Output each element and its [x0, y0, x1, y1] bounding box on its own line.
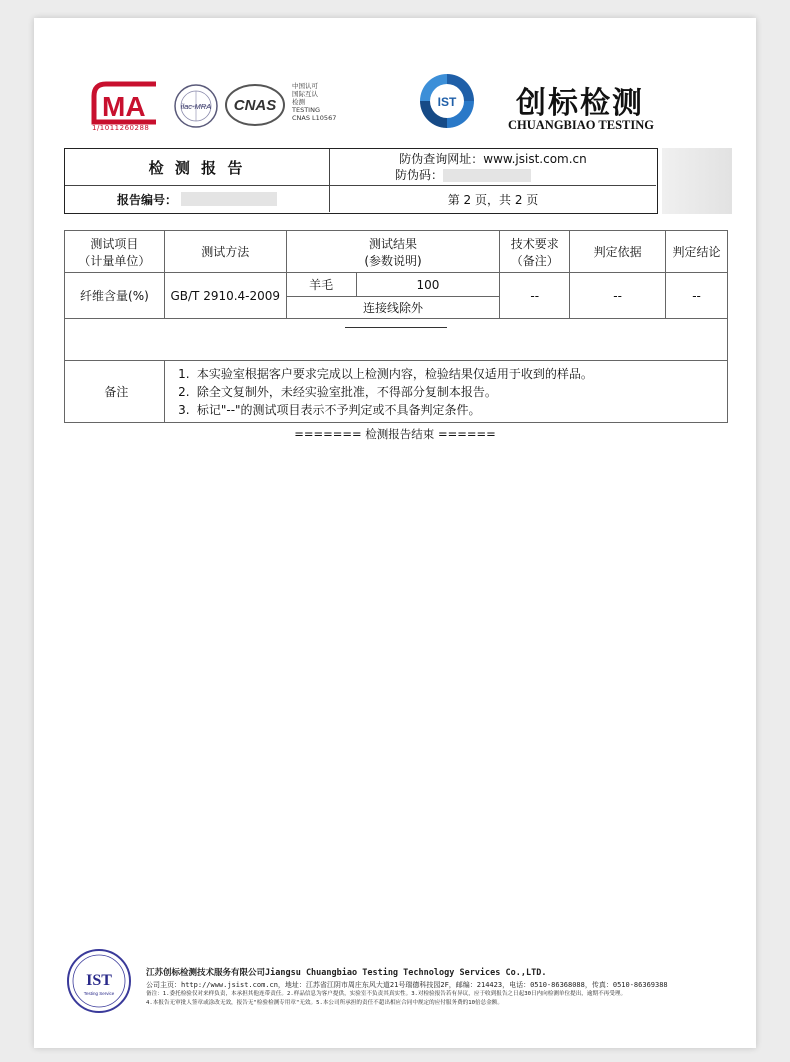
header-conclusion: 判定结论 [666, 231, 728, 273]
remark-item: 3. 标记"--"的测试项目表示不予判定或不具备判定条件。 [178, 402, 481, 417]
svg-text:Testing Service: Testing Service [83, 991, 115, 996]
brand-name-cn: 创标检测 [516, 86, 644, 121]
report-end-marker: ======= 检测报告结束 ====== [294, 427, 496, 441]
redacted-side-block [662, 148, 732, 214]
footer-note-1: 备注：1.委托检验仅对来样负责，本承担其他连带责任。2.样品信息为客户提供，实验室不负责其真实性。3.对检验报告若有异议，应于收到报告之日起30日内向检测单位提出，逾期不再受理。 [146, 991, 627, 997]
divider-line [345, 327, 447, 328]
report-number [65, 186, 329, 212]
query-label: 防伪查询网址： [399, 152, 484, 166]
anticounterfeit-redacted [443, 169, 531, 182]
cell-method: GB/T 2910.4-2009 [164, 273, 286, 319]
header-test-method: 测试方法 [164, 231, 286, 273]
remarks-label: 备注 [65, 361, 165, 423]
query-info [330, 149, 656, 185]
brand-name-en: CHUANGBIAO TESTING [508, 118, 654, 132]
cell-note: 连接线除外 [286, 297, 500, 319]
cma-logo [90, 78, 164, 130]
svg-text:MA: MA [102, 91, 146, 122]
header-requirement: 技术要求 （备注） [500, 231, 570, 273]
remarks-row [65, 361, 728, 423]
ilac-mra-logo [172, 82, 220, 130]
footer-note-2: 4.本报告无审批人签章或涂改无效，报告无"检验检测专用章"无效。5.本公司所承担的责任不超出相应合同中规定的应付服务费的10倍总金额。 [146, 1000, 503, 1006]
svg-text:CNAS: CNAS [233, 97, 277, 114]
cnas-accreditation-text: 中国认可 国际互认 检测 TESTING CNAS L10567 [292, 82, 337, 122]
cell-value: 100 [356, 273, 500, 297]
report-no-redacted [181, 192, 277, 206]
results-table [64, 230, 728, 423]
cnas-logo [224, 82, 286, 128]
report-title: 检 测 报 告 [148, 158, 246, 177]
report-header-box [64, 148, 658, 214]
ist-logo [414, 70, 480, 132]
footer-address: 公司主页：http://www.jsist.com.cn，地址：江苏省江阴市周庄东风大道21号瑞德科技园2F，邮编：214423，电话：0510-86368088，传真：0510-86369388 [146, 981, 668, 989]
table-header-row [65, 231, 728, 273]
cell-requirement: -- [500, 273, 570, 319]
svg-text:IST: IST [437, 95, 457, 109]
cell-conclusion: -- [666, 273, 728, 319]
cell-fiber: 羊毛 [286, 273, 356, 297]
remark-item: 1. 本实验室根据客户要求完成以上检测内容，检验结果仅适用于收到的样品。 [178, 366, 593, 381]
cell-basis: -- [570, 273, 666, 319]
divider-row [65, 319, 728, 361]
ist-seal-logo [66, 948, 132, 1014]
cell-item: 纤维含量(%) [65, 273, 165, 319]
page-info: 第 2 页，共 2 页 [447, 192, 539, 207]
table-row [65, 273, 728, 297]
header-basis: 判定依据 [570, 231, 666, 273]
header-test-result: 测试结果 (参数说明) [286, 231, 500, 273]
svg-text:IST: IST [86, 972, 112, 989]
cma-number: 1/1011260288 [92, 124, 150, 132]
header-test-item: 测试项目 （计量单位） [65, 231, 165, 273]
footer-company: 江苏创标检测技术服务有限公司Jiangsu Chuangbiao Testing Technology Services Co.,LTD. [146, 968, 547, 978]
report-page [34, 18, 756, 1048]
remark-item: 2. 除全文复制外，未经实验室批准，不得部分复制本报告。 [178, 384, 497, 399]
remarks-content [164, 361, 727, 423]
report-no-label: 报告编号： [116, 192, 177, 207]
query-url[interactable]: www.jsist.com.cn [483, 152, 587, 166]
svg-text:ilac-MRA: ilac-MRA [180, 102, 212, 111]
anticounterfeit-label: 防伪码： [394, 168, 443, 182]
